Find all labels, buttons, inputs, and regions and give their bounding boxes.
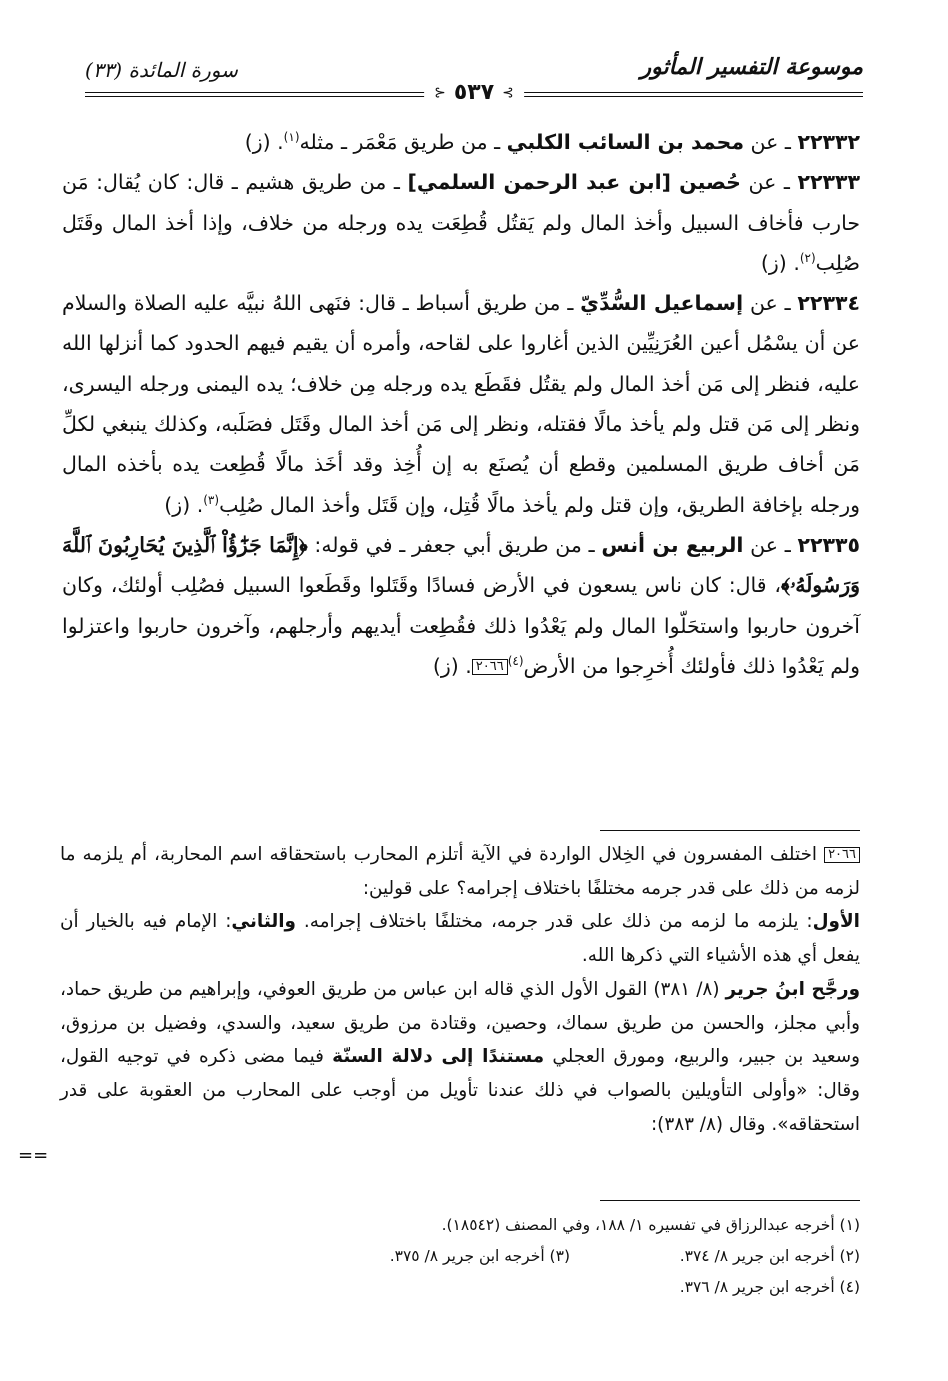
- commentary-text: : الإمام فيه بالخيار أن يفعل أي هذه الأشياء التي ذكرها الله.: [60, 911, 860, 967]
- second-opinion-label: والثاني: [231, 911, 296, 933]
- entry-number: ٢٢٣٣٢: [797, 130, 860, 154]
- continuation-mark: ==: [18, 1145, 49, 1166]
- commentary-box-number: ٢٠٦٦: [824, 847, 860, 863]
- entry-22332: [62, 122, 860, 162]
- footnote-4: (٤) أخرجه ابن جرير ٨/ ٣٧٦.: [679, 1278, 860, 1296]
- entry-22333: [62, 162, 860, 283]
- footnote-row: [60, 1241, 860, 1272]
- entry-text: ، قال: كان ناس يسعون في الأرض فسادًا وقَتَلوا وقَطَعوا السبيل فصُلِب أولئك، وكان آخرون حاربوا واستحَلّوا المال ولم يَعْدُوا ذلك فقُطِعت أيديهم وأرجلهم، وآخرون حاربوا واعتزلوا ولم يَعْدُوا ذلك فأولئك أُخرِجوا من الأرض: [62, 573, 860, 678]
- commentary-para-3: [60, 973, 860, 1142]
- footnote-2: (٢) أخرجه ابن جرير ٨/ ٣٧٤.: [679, 1247, 860, 1265]
- main-text: [62, 122, 860, 686]
- page-number: ٥٣٧: [453, 80, 495, 105]
- commentary-para-1: [60, 838, 860, 905]
- entry-text: ـ من طريق هشيم ـ قال: كان يُقال: مَن حارب فأخاف السبيل وأخذ المال ولم يَقتُل قُطِعَت يده ورجله من خلاف، وإذا أخذ المال وقَتَل صُلِب: [62, 170, 860, 275]
- commentary-text: (٨/ ٣٨١) القول الأول الذي قاله ابن عباس من طريق العوفي، وإبراهيم من طريق حماد، وأبي مجلز، والحسن من طريق سماك، وحصين، وقتادة من طريق سعيد، والسدي، وفضيل بن مرزوق، وسعيد بن جبير، والربيع، ومورق العجلي: [60, 978, 861, 1068]
- footnote-ref[interactable]: (٤): [507, 654, 524, 669]
- commentary-text: اختلف المفسرون في الخِلال الواردة في الآية أتلزم المحارب باستحقاقه اسم المحاربة، أم يلزمه ما لزمه من ذلك على قدر جرمه مختلفًا باختلاف إجرامه؟ على قولين:: [60, 844, 860, 899]
- entry-text: ـ من طريق مَعْمَر ـ مثله: [299, 130, 507, 154]
- footnote-ref[interactable]: (١): [283, 130, 300, 145]
- ornament-right-icon: ⊱: [502, 84, 514, 101]
- footnote-rule: [600, 1200, 860, 1201]
- tarjih-label: ورجَّح ابنُ جرير: [725, 978, 861, 1000]
- narrator-name: إسماعيل السُّدِّيّ: [580, 291, 744, 316]
- page-header: [85, 52, 863, 105]
- entry-text: ـ عن: [743, 532, 798, 557]
- footnote-ref[interactable]: (٢): [799, 251, 816, 266]
- entry-22335: [62, 525, 860, 686]
- narrator-name: حُصين [ابن عبد الرحمن السلمي]: [407, 170, 741, 195]
- ornament-left-icon: ⊰: [434, 84, 446, 101]
- commentary-text: فيما مضى ذكره في توجيه القول، وقال: «وأولى التأويلين بالصواب في ذلك عندنا تأويل من أوجب على المحارب من العقوبة على قدر استحقاقه». وقال (٨/ ٣٨٣):: [60, 1046, 860, 1135]
- entry-number: ٢٢٣٣٣: [797, 170, 860, 195]
- narrator-name: الربيع بن أنس: [601, 532, 744, 557]
- footnote-1: (١) أخرجه عبدالرزاق في تفسيره ١/ ١٨٨، وفي المصنف (١٨٥٤٢).: [441, 1216, 860, 1234]
- entry-text: . (ز): [432, 653, 472, 678]
- first-opinion-label: الأول: [812, 911, 860, 933]
- entry-text: ـ عن: [743, 291, 798, 316]
- commentary-block: [60, 838, 860, 1141]
- commentary-para-2: [60, 905, 860, 972]
- surah-title: سورة المائدة (٣٣): [85, 58, 238, 82]
- entry-text: ـ عن: [744, 130, 798, 154]
- footnotes: [60, 1210, 860, 1303]
- footnote-3: (٣) أخرجه ابن جرير ٨/ ٣٧٥.: [389, 1247, 570, 1265]
- entry-text: . (ز): [244, 130, 284, 154]
- entry-number: ٢٢٣٣٥: [797, 532, 860, 557]
- entry-text: ـ من طريق أبي جعفر ـ في قوله:: [307, 532, 602, 557]
- entry-text: ـ من طريق أسباط ـ قال: فنَهى اللهُ نبيَّه عليه الصلاة والسلام عن أن يسْمُل أعين العُرَنِيِّين الذين أغاروا على لقاحه، وأمره أن يقيم فيهم الحدود كما أنزلها الله عليه، فنظر إلى مَن أخذ المال ولم يقتُل فقَطَع يده ورجله مِن خلاف؛ يده اليمنى ورجله اليسرى، ونظر إلى مَن قتل ولم يأخذ مالًا فقتله، ونظر إلى مَن أخذ المال وقَتَل فصَلَبه، وكذلك ينبغي لكلِّ مَن أخاف طريق المسلمين وقطع أن يُصنَع به إن أُخِذ وقد أخَذ مالًا قُطِعت يده بأخذه المال ورجله بإخافة الطريق، وإن قتل ولم يأخذ مالًا قُتِل، وإن قَتَل وأخذ المال صُلِب: [62, 291, 860, 517]
- entry-22334: [62, 283, 860, 525]
- commentary-ref-box[interactable]: ٢٠٦٦: [472, 659, 508, 675]
- commentary-rule: [600, 830, 860, 831]
- evidence-label: مستندًا إلى دلالة السنّة: [332, 1046, 545, 1068]
- quran-verse: ﴿إِنَّمَا جَزَٰٓؤُاْ ٱلَّذِينَ يُحَارِبُونَ ٱللَّهَ وَرَسُولَهُۥ﴾: [62, 532, 860, 598]
- entry-number: ٢٢٣٣٤: [797, 291, 860, 316]
- entry-text: . (ز): [164, 492, 204, 517]
- book-title: موسوعة التفسير المأثور: [640, 54, 863, 80]
- entry-text: ـ عن: [740, 170, 798, 195]
- page-number-block: [424, 80, 524, 105]
- entry-text: . (ز): [760, 250, 800, 275]
- narrator-name: محمد بن السائب الكلبي: [506, 130, 745, 154]
- footnote-ref[interactable]: (٣): [203, 492, 220, 507]
- commentary-text: : يلزمه ما لزمه من ذلك على قدر جرمه، مختلفًا باختلاف إجرامه.: [295, 911, 813, 933]
